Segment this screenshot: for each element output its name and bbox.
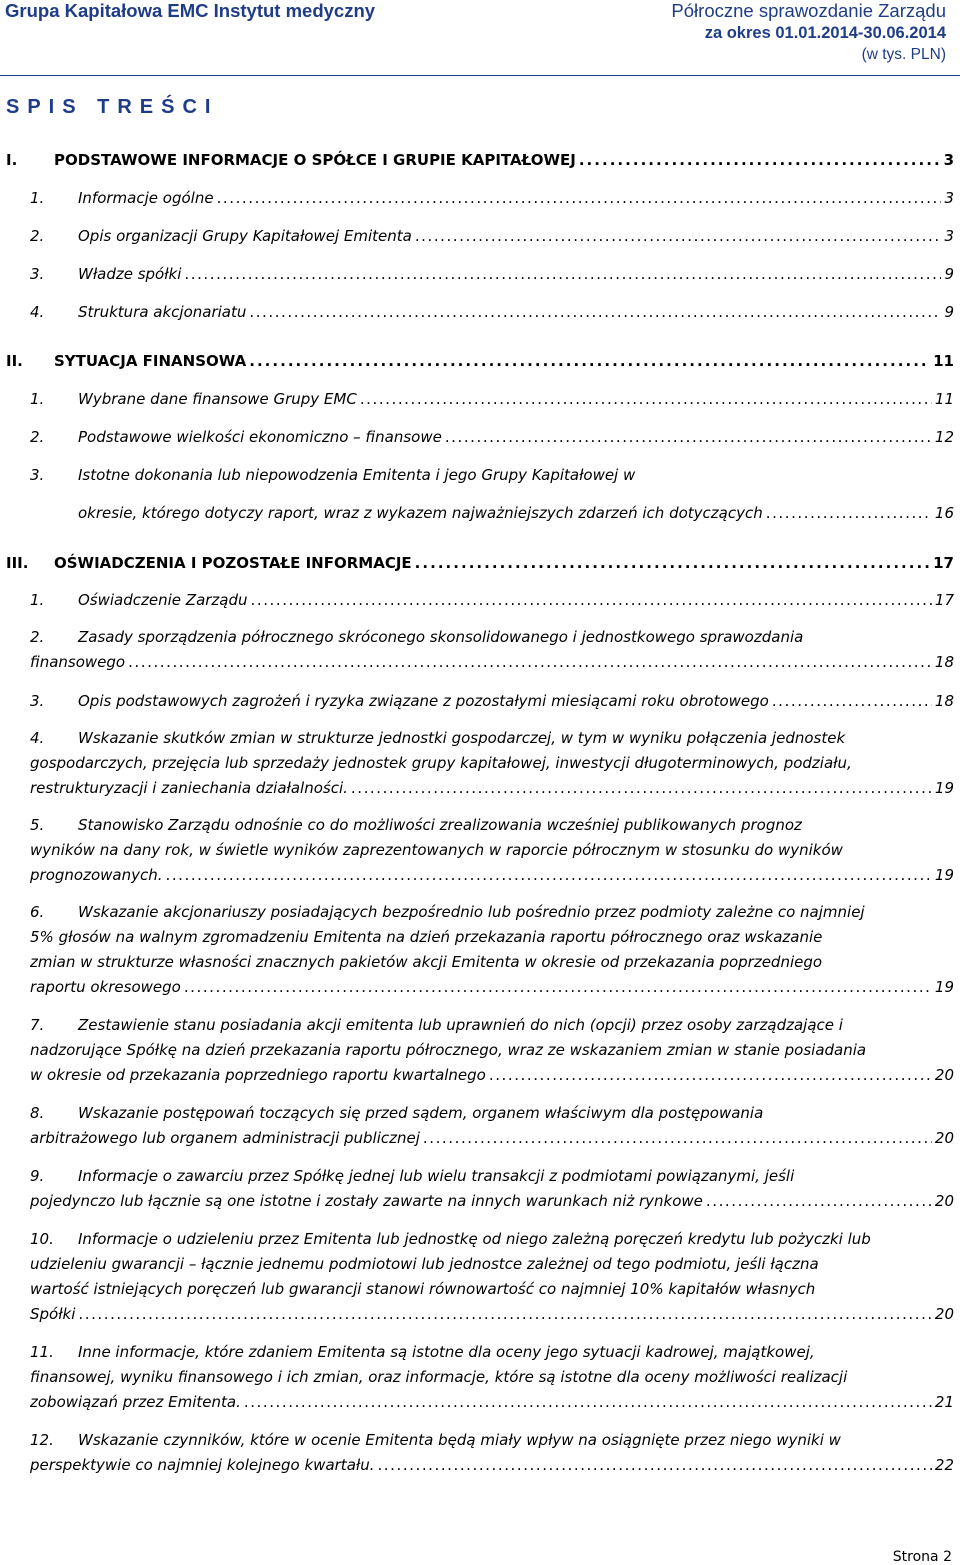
- toc-page-number: 20: [934, 1066, 954, 1084]
- toc-section-2[interactable]: [6, 349, 954, 374]
- toc-item-title: Informacje o udzieleniu przez Emitenta lub jednostkę od niego zależną poręczeń kredytu lub pożyczki lub: [78, 1230, 871, 1248]
- toc-item-number: 12.: [30, 1431, 54, 1449]
- toc-item-1-3[interactable]: [30, 262, 954, 287]
- toc-item-number: 3.: [30, 692, 45, 710]
- toc-item-title: Zasady sporządzenia półrocznego skróconego skonsolidowanego i jednostkowego sprawozdania: [78, 628, 804, 646]
- toc-page-number: 3: [944, 189, 954, 207]
- toc-section-number: I.: [6, 151, 18, 169]
- toc-item-title: Podstawowe wielkości ekonomiczno – finansowe: [78, 428, 442, 446]
- toc-item-number: 1.: [30, 189, 45, 207]
- toc-item-title: Wskazanie czynników, które w ocenie Emitenta będą miały wpływ na osiągnięte przez niego wyniki w: [78, 1431, 841, 1449]
- toc-item-number: 4.: [30, 303, 45, 321]
- toc-item-1-4[interactable]: [30, 300, 954, 325]
- toc-item-3-4[interactable]: [30, 726, 954, 801]
- report-header-company: Grupa Kapitałowa EMC Instytut medyczny: [5, 0, 376, 21]
- toc-page-number: 18: [934, 692, 954, 710]
- toc-item-3-11[interactable]: [30, 1340, 954, 1415]
- toc-item-title-continued: okresie, którego dotyczy raport, wraz z wykazem najważniejszych zdarzeń ich dotyczących: [78, 504, 763, 522]
- toc-item-title-continued: zmian w strukturze własności znacznych pakietów akcji Emitenta w okresie od przekazania poprzedniego: [30, 953, 823, 971]
- toc-item-title: Stanowisko Zarządu odnośnie co do możliwości zrealizowania wcześniej publikowanych prognoz: [78, 816, 802, 834]
- toc-item-title: Informacje ogólne: [78, 189, 214, 207]
- header-report-type: Półroczne sprawozdanie Zarządu: [671, 0, 946, 21]
- toc-item-2-3[interactable]: [30, 463, 954, 526]
- toc-item-2-2[interactable]: [30, 425, 954, 450]
- toc-title: SPIS TREŚCI: [6, 96, 219, 118]
- header-date-range: za okres 01.01.2014-30.06.2014: [704, 24, 946, 42]
- toc-item-title-continued: arbitrażowego lub organem administracji publicznej: [30, 1129, 420, 1147]
- toc-page-number: 20: [934, 1129, 954, 1147]
- toc-page-number: 3: [943, 151, 954, 169]
- toc-item-title-continued: prognozowanych.: [30, 866, 163, 884]
- toc-page-number: 18: [934, 653, 954, 671]
- toc-item-title: Opis podstawowych zagrożeń i ryzyka związane z pozostałymi miesiącami roku obrotowego: [78, 692, 769, 710]
- toc-item-number: 3.: [30, 466, 45, 484]
- toc-item-number: 3.: [30, 265, 45, 283]
- toc-page-number: 9: [944, 265, 954, 283]
- toc-item-title-continued: wyników na dany rok, w świetle wyników zaprezentowanych w raporcie półrocznym w stosunku do wyników: [30, 841, 843, 859]
- toc-item-number: 11.: [30, 1343, 54, 1361]
- toc-item-number: 7.: [30, 1016, 45, 1034]
- toc-item-title: Wskazanie postępowań toczących się przed sądem, organem właściwym dla postępowania: [78, 1104, 764, 1122]
- toc-section-number: III.: [6, 554, 29, 572]
- toc-page-number: 19: [934, 978, 954, 996]
- toc-page-number: 22: [934, 1456, 954, 1474]
- toc-item-1-1[interactable]: [30, 186, 954, 211]
- toc-item-title-continued: raportu okresowego: [30, 978, 181, 996]
- toc-item-3-5[interactable]: [30, 813, 954, 888]
- header-divider: [0, 75, 960, 76]
- toc-page-number: 17: [934, 591, 954, 609]
- toc-item-title-continued: nadzorujące Spółkę na dzień przekazania raportu półrocznego, wraz ze wskazaniem zmian w stanie posiadania: [30, 1041, 867, 1059]
- toc-item-3-10[interactable]: [30, 1227, 954, 1327]
- toc-section-title: OŚWIADCZENIA I POZOSTAŁE INFORMACJE: [54, 554, 412, 572]
- toc-item-title: Zestawienie stanu posiadania akcji emitenta lub uprawnień do nich (opcji) przez osoby zarządzające i: [78, 1016, 843, 1034]
- toc-section-1[interactable]: [6, 148, 954, 173]
- toc-section-title: SYTUACJA FINANSOWA: [54, 352, 247, 370]
- toc-page-number: 21: [934, 1393, 954, 1411]
- toc-item-title-continued: perspektywie co najmniej kolejnego kwartału.: [30, 1456, 375, 1474]
- toc-item-title: Informacje o zawarciu przez Spółkę jednej lub wielu transakcji z podmiotami powiązanymi, jeśli: [78, 1167, 795, 1185]
- toc-item-title: Oświadczenie Zarządu: [78, 591, 248, 609]
- toc-item-number: 2.: [30, 628, 45, 646]
- toc-section-number: II.: [6, 352, 23, 370]
- toc-item-title-continued: Spółki: [30, 1305, 76, 1323]
- toc-item-title: Wskazanie akcjonariuszy posiadających bezpośrednio lub pośrednio przez podmioty zależne co najmniej: [78, 903, 865, 921]
- toc-item-title: Istotne dokonania lub niepowodzenia Emitenta i jego Grupy Kapitałowej w: [78, 466, 636, 484]
- toc-item-3-6[interactable]: [30, 900, 954, 1000]
- toc-item-title-continued: gospodarczych, przejęcia lub sprzedaży jednostek grupy kapitałowej, inwestycji długoterminowych, podziału,: [30, 754, 852, 772]
- toc-item-title: Inne informacje, które zdaniem Emitenta są istotne dla oceny jego sytuacji kadrowej, majątkowej,: [78, 1343, 815, 1361]
- toc-item-title: Władze spółki: [78, 265, 182, 283]
- toc-item-2-1[interactable]: [30, 387, 954, 412]
- toc-item-title-continued: udzieleniu gwarancji – łącznie jednemu podmiotowi lub jednostce zależnej od tego podmiotu, jeśli łączna: [30, 1255, 819, 1273]
- toc-item-title-continued: restrukturyzacji i zaniechania działalności.: [30, 779, 348, 797]
- toc-item-number: 2.: [30, 227, 45, 245]
- toc-item-number: 6.: [30, 903, 45, 921]
- toc-item-number: 2.: [30, 428, 45, 446]
- toc-item-title: Struktura akcjonariatu: [78, 303, 247, 321]
- toc-item-3-9[interactable]: [30, 1164, 954, 1214]
- toc-item-number: 8.: [30, 1104, 45, 1122]
- toc-item-number: 5.: [30, 816, 45, 834]
- toc-item-title: Wskazanie skutków zmian w strukturze jednostki gospodarczej, w tym w wyniku połączenia jednostek: [78, 729, 846, 747]
- toc-item-title-continued: finansowej, wyniku finansowego i ich zmian, oraz informacje, które są istotne dla oceny możliwości realizacji: [30, 1368, 848, 1386]
- toc-item-title-continued: wartość istniejących poręczeń lub gwarancji stanowi równowartość co najmniej 10% kapitałów własnych: [30, 1280, 816, 1298]
- toc-item-title-continued: zobowiązań przez Emitenta.: [30, 1393, 241, 1411]
- toc-page-number: 12: [934, 428, 954, 446]
- toc-item-3-3[interactable]: [30, 689, 954, 714]
- toc-page-number: 16: [934, 504, 954, 522]
- toc-item-title: Opis organizacji Grupy Kapitałowej Emitenta: [78, 227, 412, 245]
- toc-item-number: 4.: [30, 729, 45, 747]
- toc-item-1-2[interactable]: [30, 224, 954, 249]
- toc-item-number: 1.: [30, 591, 45, 609]
- toc-page-number: 11: [934, 390, 954, 408]
- toc-item-3-2[interactable]: [30, 625, 954, 675]
- report-header-period: [671, 0, 946, 66]
- toc-page-number: 20: [934, 1192, 954, 1210]
- toc-item-3-8[interactable]: [30, 1101, 954, 1151]
- toc-item-number: 1.: [30, 390, 45, 408]
- toc-item-title-continued: 5% głosów na walnym zgromadzeniu Emitenta na dzień przekazania raportu półrocznego oraz wskazanie: [30, 928, 823, 946]
- toc-page-number: 17: [933, 554, 954, 572]
- toc-item-number: 10.: [30, 1230, 54, 1248]
- toc-page-number: 9: [944, 303, 954, 321]
- toc-item-title-continued: pojedynczo lub łącznie są one istotne i zostały zawarte na innych warunkach niż rynkowe: [30, 1192, 703, 1210]
- toc-page-number: 20: [934, 1305, 954, 1323]
- toc-section-3[interactable]: [6, 551, 954, 576]
- toc-item-title-continued: w okresie od przekazania poprzedniego raportu kwartalnego: [30, 1066, 486, 1084]
- toc-section-title: PODSTAWOWE INFORMACJE O SPÓŁCE I GRUPIE KAPITAŁOWEJ: [54, 151, 576, 169]
- toc-item-3-7[interactable]: [30, 1013, 954, 1088]
- toc-page-number: 19: [934, 779, 954, 797]
- toc-item-title: Wybrane dane finansowe Grupy EMC: [78, 390, 357, 408]
- header-units: (w tys. PLN): [861, 46, 946, 63]
- toc-page-number: 3: [944, 227, 954, 245]
- page-footer-number: Strona 2: [892, 1549, 952, 1565]
- toc-page-number: 11: [933, 352, 954, 370]
- toc-item-number: 9.: [30, 1167, 45, 1185]
- toc-item-title-continued: finansowego: [30, 653, 126, 671]
- toc-item-3-1[interactable]: [30, 588, 954, 613]
- toc-page-number: 19: [934, 866, 954, 884]
- toc-item-3-12[interactable]: [30, 1428, 954, 1478]
